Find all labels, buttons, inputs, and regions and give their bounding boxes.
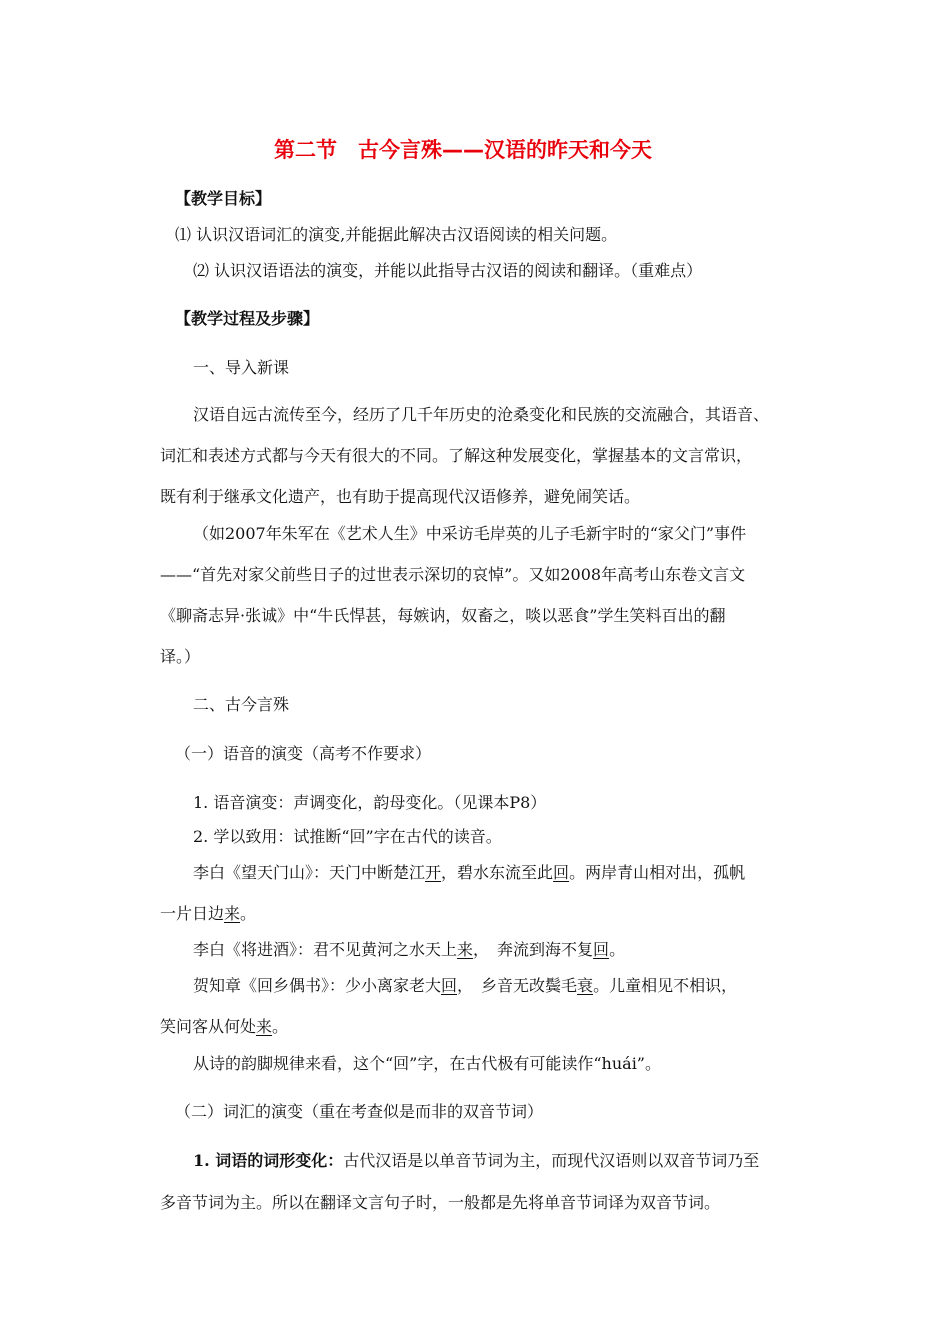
poem2-text-a: 李白《将进酒》：君不见黄河之水天上	[193, 940, 458, 959]
rhyme-hui: 回	[553, 863, 570, 882]
poem3-text-d: 笑问客从何处	[160, 1017, 257, 1036]
rhyme-hui: 回	[593, 940, 610, 959]
rhyme-lai: 来	[256, 1017, 273, 1036]
sub2-item-1-cont: 多音节词为主。所以在翻译文言句子时，一般都是先将单音节词译为双音节词。	[160, 1193, 721, 1212]
rhyme-kai: 开	[425, 863, 442, 882]
poem3-text-b: ， 乡音无改鬓毛	[457, 976, 578, 995]
rhyme-lai: 来	[457, 940, 474, 959]
intro-line-3: 既有利于继承文化遗产，也有助于提高现代汉语修养，避免闹笑话。	[160, 487, 641, 506]
process-heading: 【教学过程及步骤】	[175, 309, 320, 328]
poem1-line-1	[193, 862, 745, 884]
poem3-line-1	[193, 975, 737, 997]
poem1-text-b: ，碧水东流至此	[441, 863, 554, 882]
sub1-heading: （一）语音的演变（高考不作要求）	[175, 744, 432, 763]
poem3-text-a: 贺知章《回乡偶书》：少小离家老大	[193, 976, 442, 995]
example-line-2: ——“首先对家父前些日子的过世表示深切的哀悼”。又如2008年高考山东卷文言文	[160, 565, 746, 584]
poem1-line-2	[160, 903, 256, 925]
sub2-item-1-text: 古代汉语是以单音节词为主，而现代汉语则以双音节词乃至	[343, 1151, 760, 1170]
goals-heading: 【教学目标】	[175, 189, 272, 208]
example-line-3: 《聊斋志异·张诚》中“牛氏悍甚，每嫉讷，奴畜之，啖以恶食”学生笑料百出的翻	[160, 606, 726, 625]
example-line-1: （如2007年朱军在《艺术人生》中采访毛岸英的儿子毛新宇时的“家父门”事件	[193, 524, 747, 543]
intro-line-2: 词汇和表述方式都与今天有很大的不同。了解这种发展变化，掌握基本的文言常识，	[160, 446, 753, 465]
goal-item-2: ⑵ 认识汉语语法的演变，并能以此指导古汉语的阅读和翻译。（重难点）	[193, 261, 703, 280]
part1-heading: 一、导入新课	[193, 358, 290, 377]
poem2-text-b: ， 奔流到海不复	[473, 940, 594, 959]
sub1-item-2: 2. 学以致用：试推断“回”字在古代的读音。	[193, 827, 502, 846]
rhyme-hui: 回	[441, 976, 458, 995]
poem1-text-c: 。两岸青山相对出，孤帆	[569, 863, 746, 882]
poem2-text-c: 。	[609, 940, 626, 959]
poem1-text-a: 李白《望天门山》：天门中断楚江	[193, 863, 426, 882]
intro-line-1: 汉语自远古流传至今，经历了几千年历史的沧桑变化和民族的交流融合，其语音、	[193, 405, 770, 424]
page-title: 第二节 古今言殊——汉语的昨天和今天	[274, 138, 652, 162]
rhyme-shuai: 衰	[577, 976, 594, 995]
rhyme-lai: 来	[224, 904, 241, 923]
poem3-text-e: 。	[272, 1017, 289, 1036]
sub2-item-1-title: 1. 词语的词形变化：	[193, 1151, 344, 1170]
sub2-item-1	[193, 1150, 759, 1172]
poem2-line	[193, 939, 625, 961]
example-line-4: 译。）	[160, 647, 201, 666]
poem1-text-d: 一片日边	[160, 904, 225, 923]
poem3-line-2	[160, 1016, 288, 1038]
goal-item-1: ⑴ 认识汉语词汇的演变,并能据此解决古汉语阅读的相关问题。	[175, 225, 618, 244]
part2-heading: 二、古今言殊	[193, 695, 290, 714]
poem1-text-e: 。	[240, 904, 257, 923]
poem3-text-c: 。儿童相见不相识，	[593, 976, 738, 995]
rhyme-conclusion: 从诗的韵脚规律来看，这个“回”字，在古代极有可能读作“huái”。	[193, 1054, 661, 1073]
sub2-heading: （二）词汇的演变（重在考查似是而非的双音节词）	[175, 1102, 544, 1121]
sub1-item-1: 1. 语音演变：声调变化，韵母变化。（见课本P8）	[193, 793, 547, 812]
